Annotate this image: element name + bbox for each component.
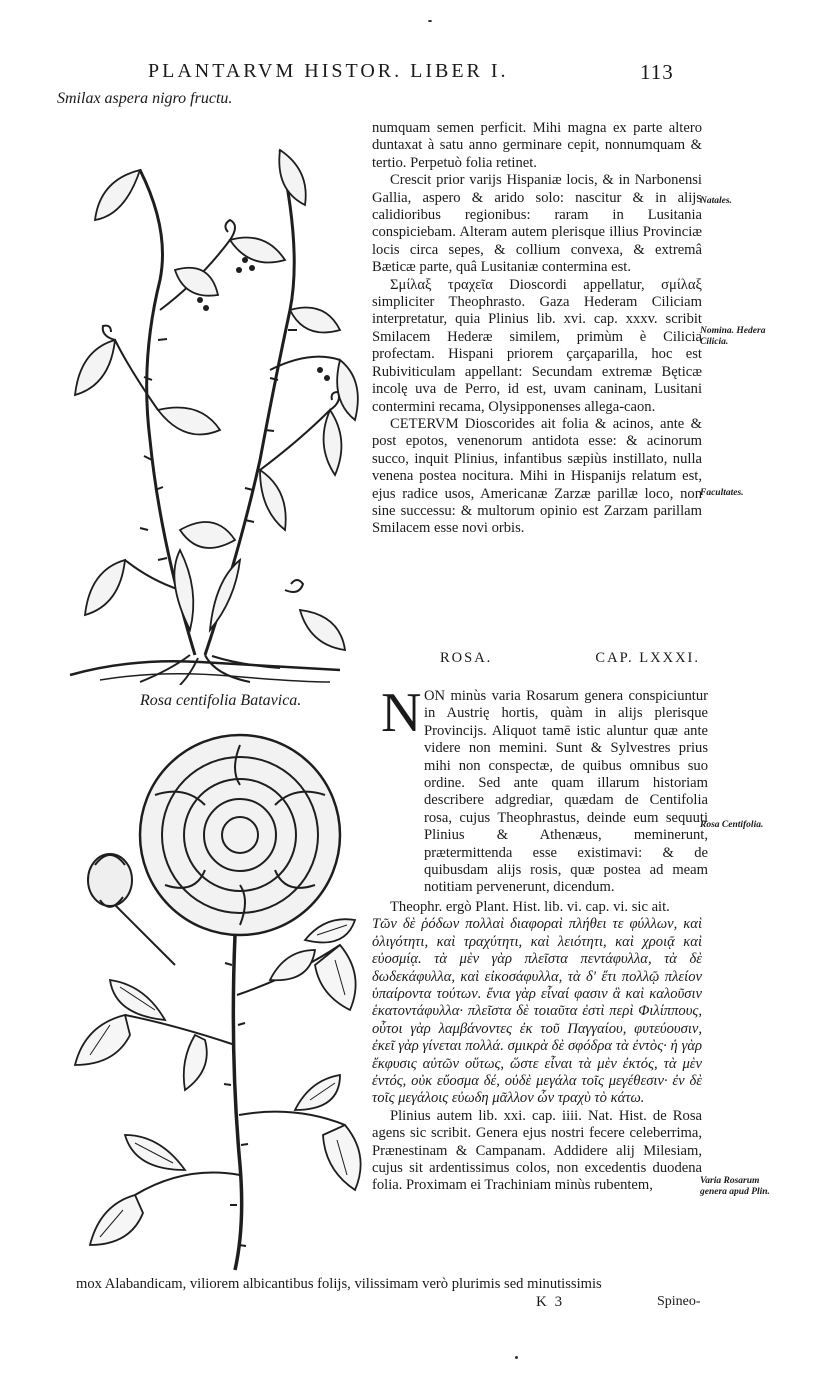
figure-caption-smilax: Smilax aspera nigro fructu.	[57, 90, 233, 107]
chapter-title: ROSA.	[440, 650, 493, 666]
rose-plant-illustration	[55, 725, 370, 1275]
paper-speck	[515, 1356, 518, 1359]
chapter-heading	[440, 650, 700, 667]
rosa-text-column	[372, 682, 702, 796]
page-number: 113	[640, 60, 674, 84]
smilax-para-1: numquam semen perficit. Mihi magna ex parte altero duntaxat à satu anno germinare cepit, nonnumquam & tertio. Perpetuò folia retinet.	[372, 120, 702, 171]
bottom-text-line: mox Alabandicam, viliorem albicantibus folijs, vilissimam verò plurimis sed minutissimis	[76, 1276, 602, 1292]
signature-mark: K 3	[536, 1294, 565, 1310]
drop-cap: N	[381, 682, 422, 744]
smilax-para-2: Crescit prior varijs Hispaniæ locis, & in Narbonensi Gallia, aspero & arido solo: nascitur & in alijs calidioribus regionibus: raram in Lusitania conspiciebam. Alteram autem plerisque illius Provinciæ locis circa sepes, & collium convexa, & extremâ Bæticæ parte, quâ Lusitaniæ contermina est.	[372, 172, 702, 276]
rosa-text-column-lower	[372, 899, 702, 1195]
margin-note-nomina: Nomina. Hedera Cilicia.	[700, 326, 766, 347]
smilax-text-column	[372, 120, 702, 538]
margin-note-natales: Natales.	[700, 196, 732, 206]
figure-caption-rose: Rosa centifolia Batavica.	[140, 692, 302, 709]
smilax-para-4: CETERVM Dioscorides ait folia & acinos, ante & post epotos, venenorum antidota esse: & acinorum succo, inquit Plinius, infantibus sæpiùs instillato, nulla venena postea nocitura. Mihi in Hispanijs relatum est, ejus radice usos, Americanæ Zarzæ parillæ loco, non sine successu: & multorum opinio est Zarzam parillam Smilacem esse novi orbis.	[372, 415, 702, 537]
theophrastus-greek-quote: Τῶν δὲ ῥόδων πολλαὶ διαφοραὶ πλήθει τε φύλλων, καὶ ὀλιγότητι, καὶ τραχύτητι, καὶ λειότητι, καὶ χροιᾷ καὶ εὐοσμίᾳ. τὰ μὲν γὰρ πλεῖστα πεντάφυλλα, τὰ δὲ δωδεκάφυλλα, καὶ εἰκοσάφυλλα, τὰ δ' ἔτι πολλῷ πλείον ὑπαίροντα τούτων. ἔνια γὰρ εἶναί φασιν ἃ καὶ καλοῦσιν ἑκατοντάφυλλα· πλεῖστα δὲ τοιαῦτα ἐστὶ περὶ Φιλίππους, οὗτοι γὰρ λαμβάνοντες ἐκ τοῦ Παγγαίου, φυτεύουσιν, ἐκεῖ γὰρ γίνεται πολλά. σμικρὰ δὲ σφόδρα τὰ ἐντὸς· ἡ γὰρ ἔκφυσις αὐτῶν οὕτως, ὥστε εἶναι τὰ μὲν ἐκτός, τὰ μὲν ἐντός, οὐκ εὔοσμα δέ, οὐδὲ μεγάλα τοῖς μεγέθεσιν· ἐν δὲ τοῖς μεγάλοις εὐωδη μᾶλλον ὧν τραχὺ τὸ κάτω.	[372, 916, 702, 1107]
smilax-para-3: Σμίλαξ τραχεῖα Dioscordi appellatur, σμίλαξ simpliciter Theophrasto. Gaza Hederam Ciliciam interpretatur, quia Plinius lib. xvi. cap. xxxv. scribit Smilacem Hederæ similem, primùm è Cilicia profectam. Hispani priorem çarçaparilla, hoc est Rubiviticulam appellant: Secundam extremæ Bęticæ incolę uva de Perro, id est, uvam caninam, Lusitani contermini recama, Olysipponenses allega-caon.	[372, 276, 702, 415]
paper-speck	[428, 20, 432, 22]
margin-note-facultates: Facultates.	[700, 488, 744, 498]
rosa-para-3: Plinius autem lib. xxi. cap. iiii. Nat. Hist. de Rosa agens sic scribit. Genera ejus nostri fecere celeberrima, Prænestinam & Campanam. Addidere alij Milesiam, cujus sit ardentissimus colos, non excedentis duodena folia. Proximam ei Trachiniam minùs rubentem,	[372, 1107, 702, 1194]
chapter-number: CAP. LXXXI.	[595, 650, 700, 666]
smilax-plant-illustration	[40, 110, 370, 685]
catchword: Spineo-	[657, 1294, 701, 1309]
margin-note-varia-rosarum: Varia Rosarum genera apud Plin.	[700, 1176, 770, 1197]
running-title: PLANTARVM HISTOR. LIBER I.	[148, 60, 509, 82]
rosa-para-2-intro: Theophr. ergò Plant. Hist. lib. vi. cap. vi. sic ait.	[390, 898, 670, 915]
rosa-para-1-start: ON minùs varia Rosarum genera conspiciuntur in Austrię hortis, quàm in alijs plerisque Provincijs. Aliquot tamē istic aluntur quæ ante videre non memini. Sunt & Sylvestres prius mihi non conspectæ, de quibus omnibus suo ordine. Sed ante quam illarum historiam describere adgrediar, quædam de Centifolia rosa, cujus Theophrastus, deinde eum sequuti Plinius & Athenæus, meminerunt, prætermittenda esse existimavi: & de quibusdam alijs rosis, quæ postea ad meam notitiam pervenerunt, dicendum.	[424, 688, 708, 896]
margin-note-rosa-centifolia: Rosa Centifolia.	[700, 820, 764, 830]
